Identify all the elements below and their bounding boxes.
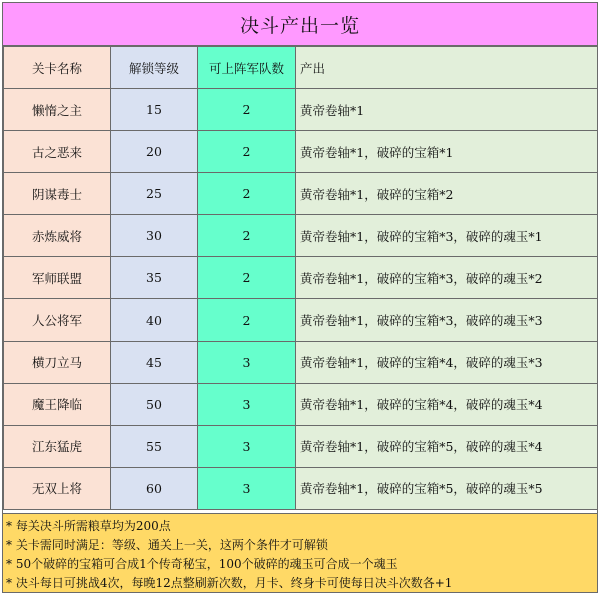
stage-name-cell: 横刀立马 bbox=[4, 341, 111, 383]
stage-name-cell: 古之恶来 bbox=[4, 131, 111, 173]
notes-panel bbox=[3, 513, 597, 592]
troop-count-cell: 3 bbox=[198, 467, 296, 509]
duel-table bbox=[3, 46, 598, 510]
stage-name-cell: 阴谋毒士 bbox=[4, 173, 111, 215]
table-row bbox=[4, 131, 598, 173]
sheet-title: 决斗产出一览 bbox=[3, 3, 597, 46]
troop-count-cell: 2 bbox=[198, 257, 296, 299]
unlock-level-cell: 30 bbox=[111, 215, 198, 257]
output-cell: 黄帝卷轴*1，破碎的宝箱*1 bbox=[296, 131, 598, 173]
note-line: * 决斗每日可挑战4次，每晚12点整刷新次数，月卡、终身卡可使每日决斗次数各+1 bbox=[6, 576, 453, 590]
stage-name-cell: 人公将军 bbox=[4, 299, 111, 341]
unlock-level-cell: 25 bbox=[111, 173, 198, 215]
unlock-level-cell: 15 bbox=[111, 89, 198, 131]
output-cell: 黄帝卷轴*1 bbox=[296, 89, 598, 131]
stage-name-cell: 懒惰之主 bbox=[4, 89, 111, 131]
duel-output-sheet bbox=[2, 2, 598, 593]
troop-count-cell: 3 bbox=[198, 425, 296, 467]
output-cell: 黄帝卷轴*1，破碎的宝箱*2 bbox=[296, 173, 598, 215]
table-row bbox=[4, 425, 598, 467]
stage-name-cell: 军师联盟 bbox=[4, 257, 111, 299]
unlock-level-cell: 55 bbox=[111, 425, 198, 467]
troop-count-cell: 2 bbox=[198, 299, 296, 341]
table-row bbox=[4, 89, 598, 131]
unlock-level-cell: 20 bbox=[111, 131, 198, 173]
unlock-level-cell: 35 bbox=[111, 257, 198, 299]
output-cell: 黄帝卷轴*1，破碎的宝箱*5，破碎的魂玉*4 bbox=[296, 425, 598, 467]
output-cell: 黄帝卷轴*1，破碎的宝箱*3，破碎的魂玉*3 bbox=[296, 299, 598, 341]
stage-name-cell: 无双上将 bbox=[4, 467, 111, 509]
note-line: * 每关决斗所需粮草均为200点 bbox=[6, 519, 171, 533]
unlock-level-cell: 45 bbox=[111, 341, 198, 383]
troop-count-cell: 2 bbox=[198, 131, 296, 173]
table-row bbox=[4, 341, 598, 383]
troop-count-cell: 2 bbox=[198, 215, 296, 257]
troop-count-cell: 2 bbox=[198, 173, 296, 215]
output-cell: 黄帝卷轴*1，破碎的宝箱*3，破碎的魂玉*1 bbox=[296, 215, 598, 257]
header-unlock-level: 解锁等级 bbox=[111, 47, 198, 89]
output-cell: 黄帝卷轴*1，破碎的宝箱*5，破碎的魂玉*5 bbox=[296, 467, 598, 509]
table-row bbox=[4, 215, 598, 257]
table-row bbox=[4, 467, 598, 509]
output-cell: 黄帝卷轴*1，破碎的宝箱*4，破碎的魂玉*4 bbox=[296, 383, 598, 425]
troop-count-cell: 3 bbox=[198, 341, 296, 383]
table-row bbox=[4, 299, 598, 341]
header-stage-name: 关卡名称 bbox=[4, 47, 111, 89]
note-line: * 关卡需同时满足：等级、通关上一关，这两个条件才可解锁 bbox=[6, 538, 328, 552]
unlock-level-cell: 40 bbox=[111, 299, 198, 341]
table-row bbox=[4, 173, 598, 215]
output-cell: 黄帝卷轴*1，破碎的宝箱*3，破碎的魂玉*2 bbox=[296, 257, 598, 299]
troop-count-cell: 3 bbox=[198, 383, 296, 425]
table-row bbox=[4, 383, 598, 425]
header-troop-count: 可上阵军队数 bbox=[198, 47, 296, 89]
header-row bbox=[4, 47, 598, 89]
unlock-level-cell: 50 bbox=[111, 383, 198, 425]
stage-name-cell: 魔王降临 bbox=[4, 383, 111, 425]
troop-count-cell: 2 bbox=[198, 89, 296, 131]
header-output: 产出 bbox=[296, 47, 598, 89]
output-cell: 黄帝卷轴*1，破碎的宝箱*4，破碎的魂玉*3 bbox=[296, 341, 598, 383]
note-line: * 50个破碎的宝箱可合成1个传奇秘宝，100个破碎的魂玉可合成一个魂玉 bbox=[6, 557, 398, 571]
unlock-level-cell: 60 bbox=[111, 467, 198, 509]
stage-name-cell: 江东猛虎 bbox=[4, 425, 111, 467]
table-row bbox=[4, 257, 598, 299]
stage-name-cell: 赤炼威将 bbox=[4, 215, 111, 257]
